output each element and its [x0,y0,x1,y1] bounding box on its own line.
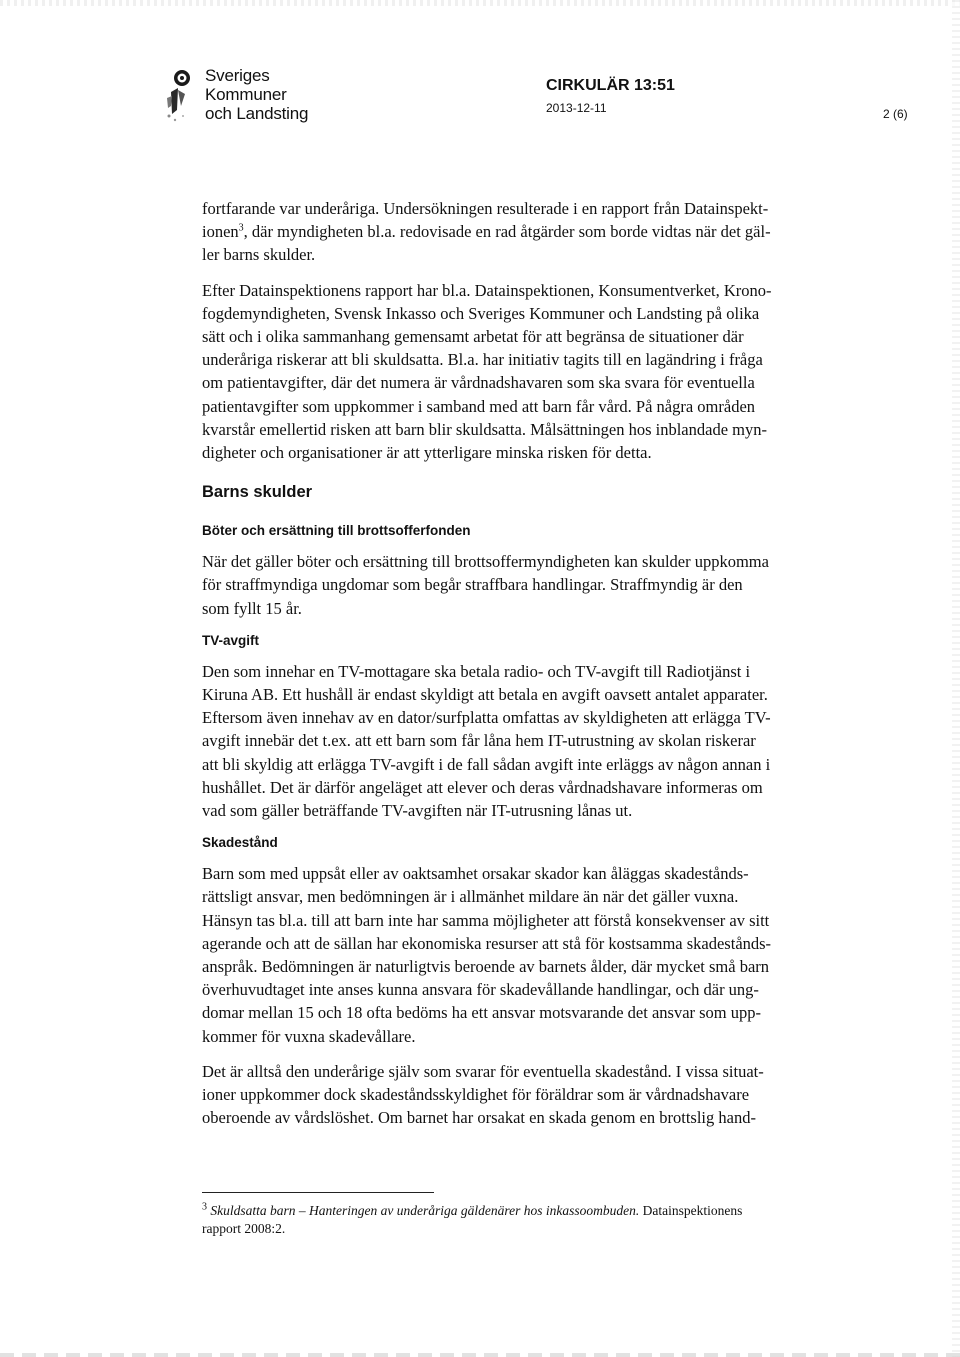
circular-title: CIRKULÄR 13:51 [546,77,675,94]
subsection-heading-tv-avgift: TV-avgift [202,632,260,648]
footnote-marker: 3 [202,1201,207,1213]
text-line: Barn som med uppsåt eller av oaktsamhet orsakar skador kan åläggas skadestånds- [202,864,749,884]
text-fragment: , där myndigheten bl.a. redovisade en rad åtgärder som borde vidtas när det gäl- [243,222,771,242]
footnote-line [202,1202,862,1220]
text-line: vad som gäller beträffande TV-avgiften när IT-utrusning lånas ut. [202,801,633,821]
paragraph-tv-avgift [202,660,870,822]
text-line: kvarstår emellertid risken att barn blir skuldsatta. Målsättningen hos inblandade myn- [202,419,767,439]
scan-artifact-top [0,0,960,6]
page-header [163,64,923,134]
scan-artifact-right [952,0,960,1357]
footnote-divider [202,1192,434,1193]
text-line: Den som innehar en TV-mottagare ska betala radio- och TV-avgift till Radiotjänst i [202,661,751,681]
text-line: fortfarande var underåriga. Undersökningen resulterade i en rapport från Datainspekt- [202,199,769,218]
text-line: Eftersom även innehav av en dator/surfplatta omfattas av skyldigheten att erlägga TV- [202,708,771,728]
skl-logo-icon [163,66,197,124]
text-line: Kiruna AB. Ett hushåll är endast skyldigt att betala en avgift oavsett antalet apparater. [202,685,768,705]
footnote [202,1202,862,1238]
circular-date: 2013-12-11 [546,101,607,115]
text-line: anspråk. Bedömningen är naturligtvis beroende av barnets ålder, där mycket små barn [202,957,770,977]
text-line: domar mellan 15 och 18 ofta bedöms ha ett ansvar motsvarande det ansvar som upp- [202,1003,762,1023]
intro-paragraph-2 [202,279,870,465]
text-line: digheter och organisationer är att ytterligare minska risken för detta. [202,443,652,463]
paragraph-skadestand-2 [202,1060,870,1130]
text-line: överhuvudtaget inte anses kunna ansvara för skadevållande handlingar, och där ung- [202,980,759,1000]
text-line: fogdemyndigheten, Svensk Inkasso och Sveriges Kommuner och Landsting på olika [202,303,760,323]
text-line: Det är alltså den underårige själv som svarar för eventuella skadestånd. I vissa situat- [202,1061,764,1081]
text-line: sätt och i olika sammanhang gemensamt arbetat för att begränsa de situationer där [202,327,744,347]
text-line: som fyllt 15 år. [202,598,302,618]
text-line: agerande och att de sällan har ekonomiska resurser att stå för kostsamma skadestånds- [202,933,772,953]
text-line: ler barns skulder. [202,245,316,265]
org-name-line3: och Landsting [205,104,309,123]
footnote-reference: 3 [238,222,244,234]
text-line: att bli skyldig att erlägga TV-avgift i de fall sådan avgift inte erläggs av någon annan i [202,754,771,774]
text-line: När det gäller böter och ersättning till brottsoffermyndigheten kan skulder uppkomma [202,552,769,572]
text-fragment: ionen [202,222,239,242]
org-name-line2: Kommuner [205,85,287,104]
footnote-title: Skuldsatta barn – Hanteringen av underåriga gäldenärer hos inkassoombuden. [210,1203,640,1218]
section-heading: Barns skulder [202,483,313,502]
text-line: underåriga riskerar att bli skuldsatta. Bl.a. har initiativ tagits till en lagändring i fråga [202,350,763,370]
subsection-heading-skadestand: Skadestånd [202,835,278,851]
subsection-heading-boter: Böter och ersättning till brottsofferfonden [202,523,471,539]
text-line: om patientavgifter, där det numera är vårdnadshavaren som ska svara för eventuella [202,373,755,393]
text-line: oberoende av vårdslöshet. Om barnet har orsakat en skada genom en brottslig hand- [202,1108,756,1128]
text-line: avgift innebär det t.ex. att ett barn som får låna hem IT-utrustning av skolan riskerar [202,731,756,751]
text-line: hushållet. Det är därför angeläget att elever och deras vårdnadshavare informeras om [202,777,763,797]
text-line: ioner uppkommer dock skadeståndsskyldighet för föräldrar som är vårdnadshavare [202,1085,750,1105]
org-name [205,66,308,123]
document-body [202,197,870,1142]
text-line: för straffmyndiga ungdomar som begår straffbara handlingar. Straffmyndig är den [202,575,743,595]
paragraph-skadestand-1 [202,862,870,1048]
text-line: Efter Datainspektionens rapport har bl.a. Datainspektionen, Konsumentverket, Krono- [202,280,772,300]
intro-paragraph-1 [202,197,870,267]
org-name-line1: Sveriges [205,66,270,85]
text-line: Hänsyn tas bl.a. till att barn inte har samma möjligheter att förstå konsekvenser av sitt [202,910,770,930]
paragraph-boter [202,550,870,620]
text-line: kommer för vuxna skadevållare. [202,1026,416,1046]
footnote-line: rapport 2008:2. [202,1221,286,1236]
page-number: 2 (6) [883,107,908,121]
scan-artifact-bottom [0,1353,960,1357]
text-line: rättsligt ansvar, men bedömningen är i allmänhet mildare än när det gäller vuxna. [202,887,739,907]
text-line: patientavgifter som uppkommer i samband med att barn får vård. På några områden [202,396,756,416]
footnote-source: Datainspektionens [639,1203,743,1218]
text-line [202,220,870,243]
